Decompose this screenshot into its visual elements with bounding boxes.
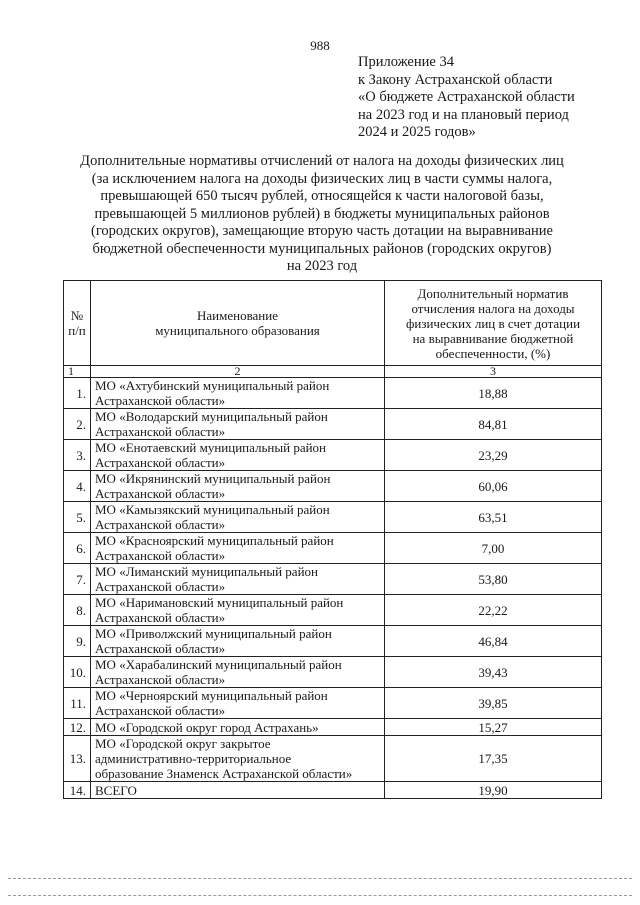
table-row [64,502,602,533]
municipality-name-line: Астраханской области» [95,703,226,718]
header-municipality: Наименование муниципального образования [91,281,385,366]
municipality-name-line: Астраханской области» [95,486,226,501]
table-row [64,657,602,688]
table-header-row [64,281,602,366]
municipality-name-line: МО «Камызякский муниципальный район [95,502,330,517]
municipality-name [91,657,385,688]
municipality-name [91,595,385,626]
table-row [64,595,602,626]
row-number: 2. [64,409,91,440]
row-number: 11. [64,688,91,719]
municipality-name-line: МО «Икрянинский муниципальный район [95,471,331,486]
table-row [64,719,602,736]
appendix-line: «О бюджете Астраханской области [358,89,575,105]
municipality-name [91,533,385,564]
table-row [64,688,602,719]
municipality-name-line: Астраханской области» [95,517,226,532]
municipality-name [91,719,385,736]
row-number: 12. [64,719,91,736]
table-row [64,409,602,440]
municipality-name-line: Астраханской области» [95,610,226,625]
row-number: 10. [64,657,91,688]
municipality-name-line: образование Знаменск Астраханской области» [95,766,353,781]
normative-value: 39,43 [385,657,602,688]
appendix-line: на 2023 год и на плановый период [358,106,569,123]
normative-value: 39,85 [385,688,602,719]
header-number: № п/п [64,281,91,366]
row-number: 3. [64,440,91,471]
municipality-name-line: МО «Харабалинский муниципальный район [95,657,342,672]
table-row [64,471,602,502]
document-title [72,153,572,276]
normatives-table [63,280,602,799]
municipality-name-line: Астраханской области» [95,579,226,594]
municipality-name-line: Астраханской области» [95,548,226,563]
footer-divider [8,895,632,896]
column-index: 3 [385,366,602,378]
municipality-name-line: Астраханской области» [95,641,226,656]
row-number: 1. [64,378,91,409]
municipality-name-line: МО «Черноярский муниципальный район [95,688,328,703]
appendix-reference [358,54,628,142]
table-row [64,736,602,782]
normative-value: 15,27 [385,719,602,736]
municipality-name-line: МО «Ахтубинский муниципальный район [95,378,330,393]
normative-value: 46,84 [385,626,602,657]
municipality-name [91,502,385,533]
normative-value: 19,90 [385,782,602,799]
title-line: (за исключением налога на доходы физических лиц в части суммы налога, [91,170,553,187]
municipality-name-line: Астраханской области» [95,672,226,687]
municipality-name [91,440,385,471]
appendix-line: 2024 и 2025 годов» [358,124,476,140]
appendix-line: к Закону Астраханской области [358,71,553,88]
municipality-name-line: МО «Володарский муниципальный район [95,409,328,424]
municipality-name-line: Астраханской области» [95,424,226,439]
normative-value: 63,51 [385,502,602,533]
title-line: на 2023 год [286,258,358,274]
row-number: 13. [64,736,91,782]
row-number: 8. [64,595,91,626]
normative-value: 23,29 [385,440,602,471]
normative-value: 17,35 [385,736,602,782]
municipality-name-line: МО «Красноярский муниципальный район [95,533,334,548]
municipality-name [91,564,385,595]
municipality-name-line: Астраханской области» [95,393,226,408]
row-number: 7. [64,564,91,595]
municipality-name-line: ВСЕГО [95,782,137,798]
title-line: Дополнительные нормативы отчислений от налога на доходы физических лиц [80,153,564,169]
table-row [64,782,602,799]
row-number: 5. [64,502,91,533]
municipality-name-line: МО «Енотаевский муниципальный район [95,440,327,455]
title-line: превышающей 650 тысяч рублей, относящейся к части налоговой базы, [100,188,544,204]
appendix-line: Приложение 34 [358,54,454,70]
normative-value: 60,06 [385,471,602,502]
municipality-name-line: МО «Городской округ город Астрахань» [95,719,319,735]
row-number: 14. [64,782,91,799]
normative-value: 7,00 [385,533,602,564]
municipality-name [91,471,385,502]
table-row [64,626,602,657]
title-line: превышающей 5 миллионов рублей) в бюджеты муниципальных районов [94,205,550,222]
municipality-name-line: МО «Приволжский муниципальный район [95,626,332,641]
municipality-name-line: административно-территориальное [95,751,292,766]
column-index-row [64,366,602,378]
municipality-name [91,782,385,799]
municipality-name-line: Астраханской области» [95,455,226,470]
column-index: 1 [64,366,91,378]
title-line: бюджетной обеспеченности муниципальных районов (городских округов) [92,240,552,257]
row-number: 6. [64,533,91,564]
normative-value: 53,80 [385,564,602,595]
normative-value: 18,88 [385,378,602,409]
normative-value: 84,81 [385,409,602,440]
normative-value: 22,22 [385,595,602,626]
table-row [64,533,602,564]
municipality-name-line: МО «Наримановский муниципальный район [95,595,344,610]
page-number: 988 [310,38,330,53]
column-index: 2 [91,366,385,378]
table-row [64,564,602,595]
row-number: 9. [64,626,91,657]
municipality-name-line: МО «Лиманский муниципальный район [95,564,318,579]
municipality-name [91,736,385,782]
row-number: 4. [64,471,91,502]
table-row [64,440,602,471]
header-normative: Дополнительный норматив отчисления налога на доходы физических лиц в счет дотации на выравнивание бюджетной обеспеченности, (%) [385,281,602,366]
municipality-name [91,378,385,409]
municipality-name-line: МО «Городской округ закрытое [95,736,271,751]
municipality-name [91,626,385,657]
table-body [64,378,602,799]
municipality-name [91,688,385,719]
table-row [64,378,602,409]
title-line: (городских округов), замещающие вторую часть дотации на выравнивание [91,223,553,239]
municipality-name [91,409,385,440]
footer-divider [8,878,632,879]
